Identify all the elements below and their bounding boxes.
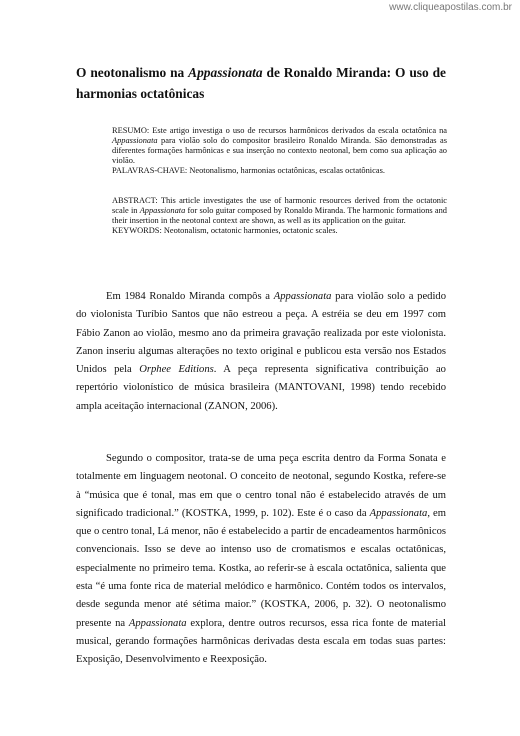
abstract-text-b: for solo guitar composed by Ronaldo Miranda. The harmonic formations and their insertion in the neotonal context are shown, as well as its application on the guitar. [112, 205, 447, 225]
resumo-italic-work: Appassionata [112, 135, 158, 145]
paragraph-2-text [76, 450, 446, 670]
resumo-text-a: RESUMO: Este artigo investiga o uso de recursos harmônicos derivados da escala octatônica na [112, 126, 447, 135]
palavras-chave: PALAVRAS-CHAVE: Neotonalismo, harmonias octatônicas, escalas octatônicas. [112, 165, 385, 175]
abstract-text-a: ABSTRACT: This article investigates the use of harmonic resources derived from the octatonic scale in [112, 196, 447, 215]
p2-italic-work-2: Appassionata [128, 617, 187, 629]
title-italic-work: Appassionata [188, 65, 263, 80]
site-watermark: www.cliqueapostilas.com.br [389, 2, 512, 13]
p2-italic-work-1: Appassionata [369, 507, 428, 519]
resumo-block [112, 126, 447, 176]
article-title [76, 62, 446, 104]
p1-text-b: para violão solo a pedido do violonista Turíbio Santos que não estreou a peça. A estréia se deu em 1997 com Fábio Zanon ao violão, mesmo ano da primeira gravação realizada por este violonista. Zanon inseriu algumas alterações no texto original e publicou esta versão nos Estados Unidos pela [76, 291, 447, 376]
title-text-part1: O neotonalismo na [76, 65, 189, 80]
title-text-part2: de Ronaldo Miranda: O uso de harmonias octatônicas [76, 65, 446, 101]
p1-text-c: . A peça representa significativa contribuição ao repertório violonístico de música brasileira (MANTOVANI, 1998) tendo recebido ampla aceitação internacional (ZANON, 2006). [76, 364, 446, 412]
abstract-block [112, 196, 447, 236]
resumo-text-b: para violão solo do compositor brasileiro Ronaldo Miranda. São demonstradas as diferentes formações harmônicas e sua inserção no contexto neotonal, bem como sua aplicação ao violão. [112, 135, 447, 165]
p1-text-a: Em 1984 Ronaldo Miranda compôs a [106, 291, 274, 302]
body-paragraph-2 [76, 450, 446, 670]
paragraph-1-text [76, 288, 446, 416]
p2-text-c: explora, dentre outros recursos, essa rica fonte de material musical, gerando formações harmônicas derivadas desta escala em todas suas partes: Exposição, Desenvolvimento e Reexposição. [76, 617, 446, 666]
abstract-text [112, 196, 447, 226]
abstract-italic-work: Appassionata [139, 205, 186, 215]
p1-italic-work: Appassionata [273, 291, 332, 302]
keywords: KEYWORDS: Neotonalism, octatonic harmonies, octatonic scales. [112, 225, 338, 235]
resumo-text [112, 126, 447, 166]
p2-text-a: Segundo o compositor, trata-se de uma peça escrita dentro da Forma Sonata e totalmente em linguagem neotonal. O conceito de neotonal, segundo Kostka, refere-se à “música que é tonal, mas em que o centro tonal não é estabelecido através de um significado tradicional.” (KOSTKA, 1999, p. 102). Este é o caso da [76, 453, 446, 519]
p2-text-b: , em que o centro tonal, Lá menor, não é estabelecido a partir de encadeamentos harmônicos convencionais. Isso se deve ao intenso uso de cromatismos e escalas octatônicas, especialmente no primeiro tema. Kostka, ao referir-se à escala octatônica, salienta que esta “é uma fonte rica de material melódico e harmônico. Contém todos os intervalos, desde segunda menor até sétima maior.” (KOSTKA, 2006, p. 32). O neotonalismo presente na [76, 507, 446, 629]
body-paragraph-1 [76, 288, 446, 416]
p1-italic-publisher: Orphee Editions [139, 364, 214, 376]
